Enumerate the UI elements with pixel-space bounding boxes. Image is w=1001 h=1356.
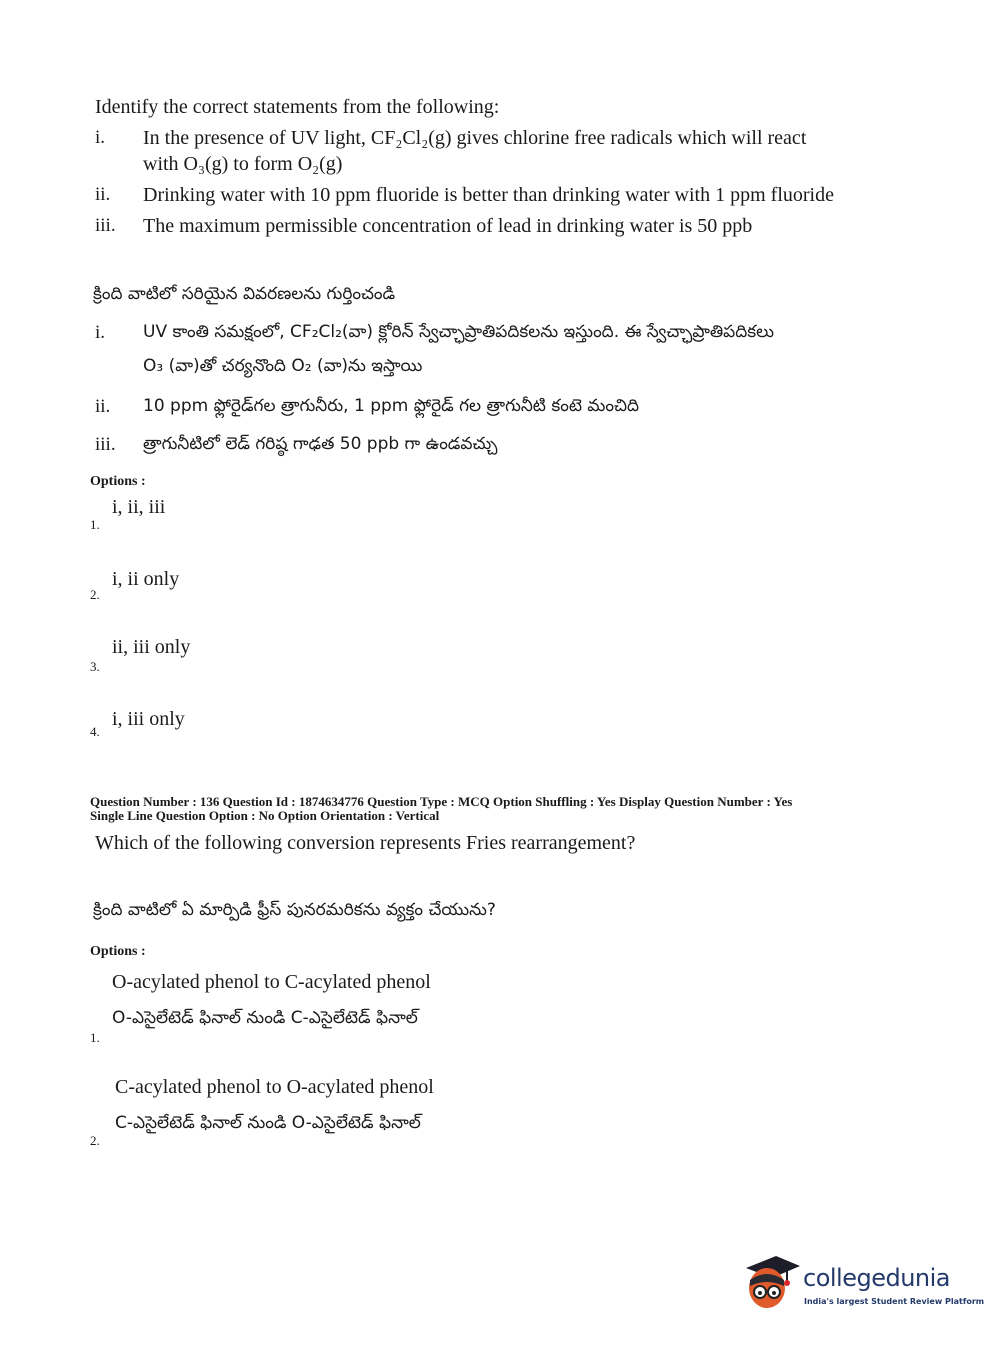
option-text[interactable]: O-acylated phenol to C-acylated phenol [112, 971, 431, 993]
statement-text-te: త్రాగునీటిలో లెడ్ గరిష్ఠ గాఢత 50 ppb గా ఉండవచ్చు [143, 434, 498, 454]
option-text-te[interactable]: C-ఎసైలేటెడ్ ఫినాల్ నుండి O-ఎసైలేటెడ్ ఫినాల్ [115, 1113, 421, 1133]
option-text[interactable]: i, iii only [112, 708, 185, 730]
option-text-te[interactable]: O-ఎసైలేటెడ్ ఫినాల్ నుండి C-ఎసైలేటెడ్ ఫినాల్ [112, 1008, 418, 1028]
question-meta: Question Number : 136 Question Id : 1874634776 Question Type : MCQ Option Shuffling : Yes Display Question Number : Yes [90, 794, 793, 809]
statement-number: iii. [95, 434, 116, 455]
option-number: 3. [90, 659, 100, 674]
option-number: 2. [90, 587, 100, 602]
option-text[interactable]: i, ii, iii [112, 496, 166, 518]
question-prompt-te: క్రింది వాటిలో సరియైన వివరణలను గుర్తించండి [93, 284, 396, 304]
logo-tagline: India's largest Student Review Platform [804, 1297, 985, 1306]
option-number: 2. [90, 1133, 100, 1148]
option-text[interactable]: C-acylated phenol to O-acylated phenol [115, 1076, 434, 1098]
option-number: 1. [90, 517, 100, 532]
statement-text: In the presence of UV light, CF₂Cl₂(g) gives chlorine free radicals which will react [143, 127, 807, 149]
option-number: 4. [90, 724, 100, 739]
options-label: Options : [90, 944, 146, 959]
statement-number: ii. [95, 184, 111, 205]
question-prompt-te: క్రింది వాటిలో ఏ మార్పిడి ఫ్రీస్ పునరమరికను వ్యక్తం చేయును? [93, 900, 496, 920]
option-number: 1. [90, 1030, 100, 1045]
statement-number: i. [95, 127, 106, 148]
statement-number: iii. [95, 215, 116, 236]
question-prompt-en: Identify the correct statements from the following: [95, 96, 500, 118]
statement-text-te: 10 ppm ఫ్లోరైడ్‌గల త్రాగునీరు, 1 ppm ఫ్లోరైడ్ గల త్రాగునీటి కంటె మంచిది [143, 396, 639, 416]
mascot-icon [742, 1252, 802, 1312]
statement-number: i. [95, 322, 106, 343]
option-text[interactable]: ii, iii only [112, 636, 191, 658]
statement-text-te: UV కాంతి సమక్షంలో, CF₂Cl₂(వా) క్లోరిన్ స్వేచ్ఛాప్రాతిపదికలను ఇస్తుంది. ఈ స్వేచ్ఛాప్రాతిపదికలు [143, 322, 775, 342]
option-text[interactable]: i, ii only [112, 568, 180, 590]
statement-text-te: O₃ (వా)తో చర్యనొంది O₂ (వా)ను ఇస్తాయి [143, 356, 423, 376]
question-prompt-en: Which of the following conversion represents Fries rearrangement? [95, 832, 636, 854]
statement-text: with O₃(g) to form O₂(g) [143, 153, 343, 175]
statement-number: ii. [95, 396, 111, 417]
statement-text: The maximum permissible concentration of lead in drinking water is 50 ppb [143, 215, 753, 237]
statement-text: Drinking water with 10 ppm fluoride is better than drinking water with 1 ppm fluoride [143, 184, 834, 206]
logo-wordmark: collegedunia [803, 1264, 951, 1292]
options-label: Options : [90, 474, 146, 489]
question-meta: Single Line Question Option : No Option Orientation : Vertical [90, 808, 440, 823]
